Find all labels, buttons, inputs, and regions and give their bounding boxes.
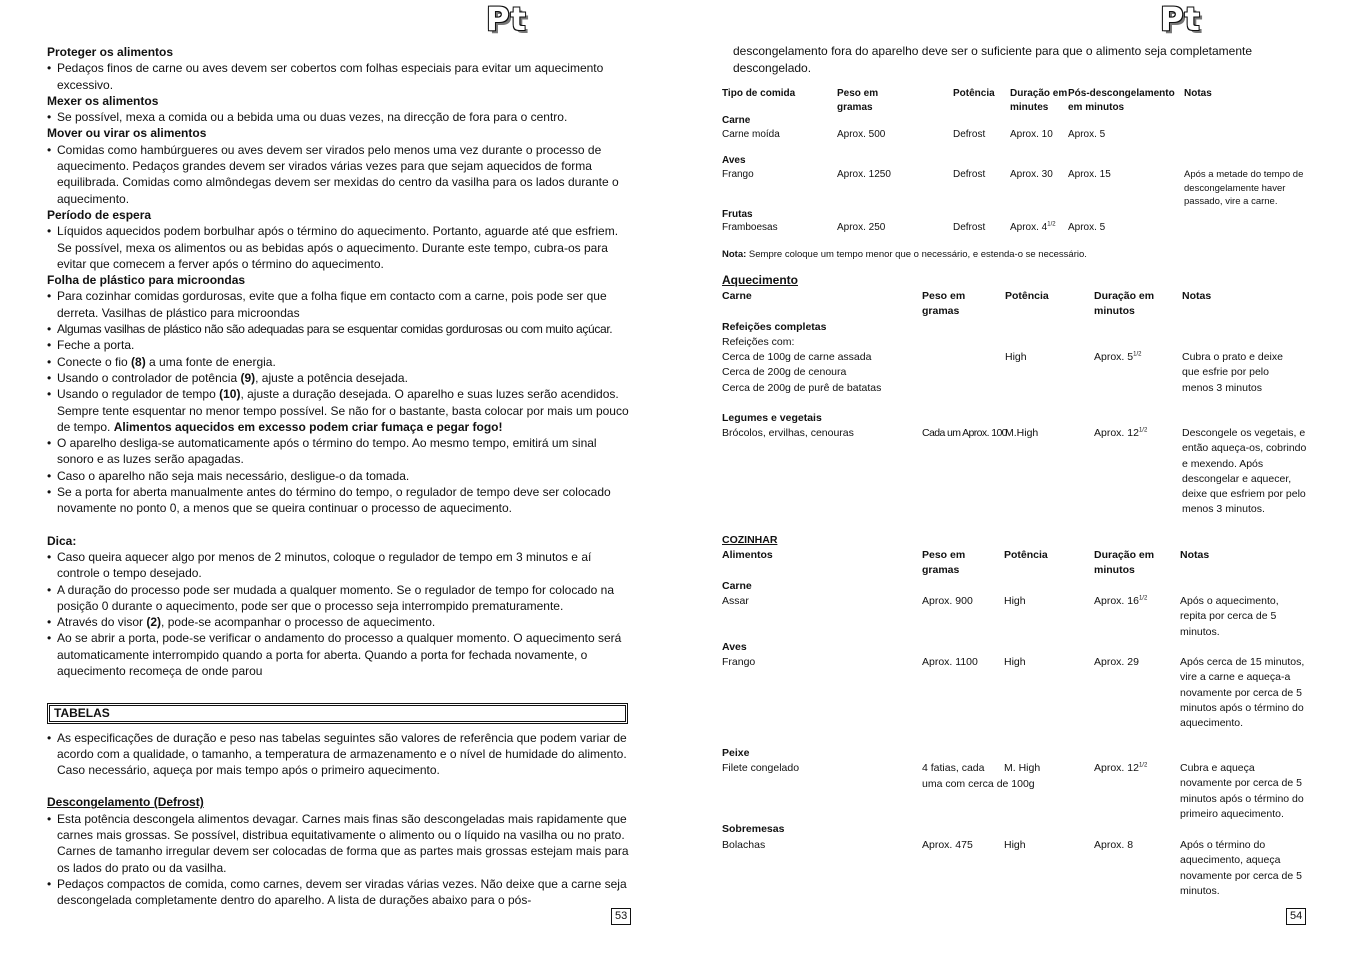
table-cell: Aprox. $12^{1/2}$ xyxy=(1094,427,1148,439)
table-cell: High xyxy=(1004,595,1026,607)
col-header: Pós-descongelamento xyxy=(1068,88,1175,99)
table-cell: Aprox. 15 xyxy=(1068,169,1111,180)
defrost-table xyxy=(722,87,1312,267)
table-cell: Aprox. 8 xyxy=(1094,839,1134,851)
table-cell: Aprox. $12^{1/2}$ xyxy=(1094,762,1148,774)
table-cell: Cerca de 100g de carne assada xyxy=(722,351,872,363)
bullet-item: • O aparelho desliga-se automaticamente após o término do tempo. Ao mesmo tempo, emitirá um sinal sonoro e as luzes serão apagadas. xyxy=(47,435,632,468)
bullet-item: • Feche a porta. xyxy=(47,337,632,353)
table-cell: Defrost xyxy=(953,128,986,140)
table-cell: Aprox. 250 xyxy=(837,222,886,233)
bullet-item: • As especificações de duração e peso nas tabelas seguintes são valores de referência que podem variar de acordo com a qualidade, o tamanho, a temperatura de armazenamento e o nível de humidade do alimento. Caso necessário, aqueça por mais tempo após o primeiro aquecimento. xyxy=(47,730,632,779)
table-cell: Aprox. $4^{1/2}$ xyxy=(1010,221,1056,233)
table-cell: Aprox. 1250 xyxy=(837,169,891,180)
section-title: Mexer os alimentos xyxy=(47,93,159,108)
col-header: minutes xyxy=(1010,101,1049,113)
right-intro-text: descongelamento fora do aparelho deve ser o suficiente para que o alimento seja completamente descongelado. xyxy=(733,44,1252,75)
left-page-column xyxy=(47,44,632,909)
bullet-item: • A duração do processo pode ser mudada a qualquer momento. Se o regulador de tempo for colocado na posição 0 durante o aquecimento, pode ser que o processo seja interrompido prematuramente. xyxy=(47,582,632,615)
bullet-item: • Se a porta for aberta manualmente antes do término do tempo, o regulador de tempo deve ser colocado novamente no ponto 0, a menos que se queira continuar o processo de aquecimento. xyxy=(47,484,632,517)
bullet-item: • Comidas como hambúrgueres ou aves devem ser virados pelo menos uma vez durante o processo de aquecimento. Pedaços grandes devem ser virados várias vezes para que sejam aquecidos de forma equilibrada. Comidas como almôndegas devem ser mexidas do centro da vasilha para os lados durante o aquecimento. xyxy=(47,142,632,207)
table-cell: Cerca de 200g de purê de batatas xyxy=(722,382,882,394)
table-cell: Defrost xyxy=(953,222,986,233)
col-header: Carne xyxy=(722,290,752,302)
table-cell: Aprox. $5^{1/2}$ xyxy=(1094,351,1142,363)
cooking-table xyxy=(722,533,1312,903)
col-header: Duração em xyxy=(1010,88,1068,99)
col-header: Duração em xyxy=(1094,290,1155,302)
table-note: Após o término do aquecimento, aqueça novamente por cerca de 5 minutos. xyxy=(1180,839,1302,897)
table-cell: High xyxy=(1004,839,1026,851)
table-cell: Aprox. 1100 xyxy=(922,656,978,668)
cooking-title: COZINHAR xyxy=(722,534,778,546)
defrost-title: Descongelamento (Defrost) xyxy=(47,795,204,810)
section-title: Proteger os alimentos xyxy=(47,45,174,59)
bullet-item: • Conecte o fio (8) a uma fonte de energia. xyxy=(47,354,632,370)
col-header: Potência xyxy=(953,88,995,99)
table-cell: Aprox. 29 xyxy=(1094,656,1139,668)
table-note: Descongele os vegetais, e então aqueça-os, cobrindo e mexendo. Após descongelar e aquecer, deixe que esfriem por pelo menos 3 minutos. xyxy=(1182,427,1307,516)
table-cell: Frango xyxy=(722,169,754,180)
table-cell: Cerca de 200g de cenoura xyxy=(722,366,847,378)
table-cell: Assar xyxy=(722,595,749,607)
table-note: Após o aquecimento, repita por cerca de 5 minutos. xyxy=(1180,595,1279,638)
table-cell: High xyxy=(1005,351,1027,363)
table-cell: Refeições com: xyxy=(722,336,795,348)
bullet-item: • Pedaços finos de carne ou aves devem ser cobertos com folhas especiais para evitar um aquecimento excessivo. xyxy=(47,60,632,93)
table-cell: Framboesas xyxy=(722,222,778,233)
table-cell: Filete congelado xyxy=(722,762,800,774)
col-header: em minutos xyxy=(1068,101,1125,113)
table-cell: Aprox. 475 xyxy=(922,839,973,851)
table-note: Cubra e aqueça novamente por cerca de 5 minutos após o término do primeiro aquecimento. xyxy=(1180,762,1304,820)
language-logo-right: Pt xyxy=(1160,0,1201,38)
category-label: Refeições completas xyxy=(722,321,827,333)
col-header: gramas xyxy=(837,101,873,113)
section-title: Folha de plástico para microondas xyxy=(47,273,246,288)
bullet-item: • Se possível, mexa a comida ou a bebida uma ou duas vezes, na direcção de fora para o centro. xyxy=(47,109,632,125)
col-header: Peso em xyxy=(837,88,879,99)
section-title: Período de espera xyxy=(47,207,152,222)
bullet-item: • Ao se abrir a porta, pode-se verificar o andamento do processo a qualquer momento. O aquecimento será automaticamente interrompido quando a porta for aberta. Quando a porta for fechada novamente, o aquecimento recomeça de onde parou xyxy=(47,630,632,679)
col-header: Peso em xyxy=(922,549,966,561)
category-label: Aves xyxy=(722,155,746,166)
table-cell: Aprox. $16^{1/2}$ xyxy=(1094,595,1148,607)
category-label: Carne xyxy=(722,580,752,592)
table-cell: Frango xyxy=(722,656,756,668)
col-header: Notas xyxy=(1180,549,1210,561)
col-header: minutos xyxy=(1094,305,1135,317)
table-cell: Bolachas xyxy=(722,839,766,851)
category-label: Carne xyxy=(722,115,751,126)
table-cell: Aprox. 30 xyxy=(1010,169,1053,180)
heating-table xyxy=(722,273,1312,533)
table-cell: Aprox. 900 xyxy=(922,595,973,607)
col-header: minutos xyxy=(1094,564,1135,576)
table-cell: Defrost xyxy=(953,169,986,180)
table-note: Após cerca de 15 minutos, vire a carne e aqueça-a novamente por cerca de 5 minutos após o término do aquecimento. xyxy=(1180,656,1305,730)
table-note: Cubra o prato e deixe que esfrie por pelo menos 3 minutos xyxy=(1182,351,1283,394)
col-header: gramas xyxy=(922,305,960,317)
table-cell: High xyxy=(1004,656,1026,668)
heating-title: Aquecimento xyxy=(722,273,799,287)
col-header: Alimentos xyxy=(722,549,773,561)
table-cell: Aprox. 10 xyxy=(1010,128,1053,140)
table-cell: 4 fatias, cada xyxy=(922,762,985,774)
col-header: gramas xyxy=(922,564,960,576)
bullet-item: • Para cozinhar comidas gordurosas, evite que a folha fique em contacto com a carne, pois pode ser que derreta. Vasilhas de plástico para microondas xyxy=(47,288,632,321)
bullet-item: • Esta potência descongela alimentos devagar. Carnes mais finas são descongeladas mais rapidamente que carnes mais grossas. Se possível, distribua equitativamente o alimento ou o líquido na vasilha ou no prato. Carnes de tamanho irregular devem ser colocadas de forma que as partes mais grossas estejam mais para os lados do prato ou da vasilha. xyxy=(47,811,632,876)
section-title: Mover ou virar os alimentos xyxy=(47,126,207,141)
col-header: Duração em xyxy=(1094,549,1155,561)
category-label: Aves xyxy=(722,641,747,653)
table-cell: M. High xyxy=(1004,762,1041,774)
col-header: Notas xyxy=(1182,290,1212,302)
table-cell: Aprox. 5 xyxy=(1068,222,1106,233)
table-cell: Aprox. 500 xyxy=(837,128,886,140)
table-note: Após a metade do tempo de descongelamente haver passado, vire a carne. xyxy=(1184,169,1304,207)
table-cell: Cada um Aprox. 100 xyxy=(922,427,1007,439)
table-cell: M.High xyxy=(1005,427,1039,439)
bullet-item: • Através do visor (2), pode-se acompanhar o processo de aquecimento. xyxy=(47,614,632,630)
col-header: Peso em xyxy=(922,290,966,302)
col-header: Notas xyxy=(1184,88,1212,99)
bullet-item: • Líquidos aquecidos podem borbulhar após o término do aquecimento. Portanto, aguarde até que esfriem. Se possível, mexa os alimentos ou as bebidas após o aquecimento. Durante este tempo, cubra-os para evitar que comecem a ferver após o término do aquecimento. xyxy=(47,223,632,272)
col-header: Potência xyxy=(1004,549,1048,561)
page-number-right: 54 xyxy=(1286,908,1306,925)
bullet-item: • Usando o controlador de potência (9), ajuste a potência desejada. xyxy=(47,370,632,386)
table-footnote: Nota: Sempre coloque um tempo menor que o necessário, e estenda-o se necessário. xyxy=(722,249,1087,260)
bullet-item: • Caso o aparelho não seja mais necessário, desligue-o da tomada. xyxy=(47,468,632,484)
col-header: Tipo de comida xyxy=(722,88,796,99)
category-label: Frutas xyxy=(722,209,753,220)
bullet-item: • Algumas vasilhas de plástico não são adequadas para se esquentar comidas gordurosas ou com muito açúcar. xyxy=(47,321,632,337)
table-cell: Brócolos, ervilhas, cenouras xyxy=(722,427,854,439)
category-label: Peixe xyxy=(722,747,750,759)
bullet-item: • Caso queira aquecer algo por menos de 2 minutos, coloque o regulador de tempo em 3 minutos e aí controle o tempo desejado. xyxy=(47,549,632,582)
category-label: Sobremesas xyxy=(722,823,785,835)
page-number-left: 53 xyxy=(611,908,631,925)
bullet-item: • Pedaços compactos de comida, como carnes, devem ser viradas várias vezes. Não deixe que a carne seja descongelada completamente dentro do aparelho. A lista de durações abaixo para o pós- xyxy=(47,876,632,909)
language-logo-left: Pt xyxy=(486,0,527,38)
table-cell: uma com cerca de 100g xyxy=(922,778,1035,790)
tip-title: Dica: xyxy=(47,533,77,548)
bullet-item: • Usando o regulador de tempo (10), ajuste a duração desejada. O aparelho e suas luzes serão acendidos. Sempre tente esquentar no menor tempo possível. Se não for o bastante, basta colocar por mais um pouco de tempo. Alimentos aquecidos em excesso podem criar fumaça e pegar fogo! xyxy=(47,386,632,435)
col-header: Potência xyxy=(1005,290,1049,302)
tables-section-title: TABELAS xyxy=(47,703,628,723)
category-label: Legumes e vegetais xyxy=(722,412,822,424)
table-cell: Carne moída xyxy=(722,128,780,140)
table-cell: Aprox. 5 xyxy=(1068,128,1106,140)
